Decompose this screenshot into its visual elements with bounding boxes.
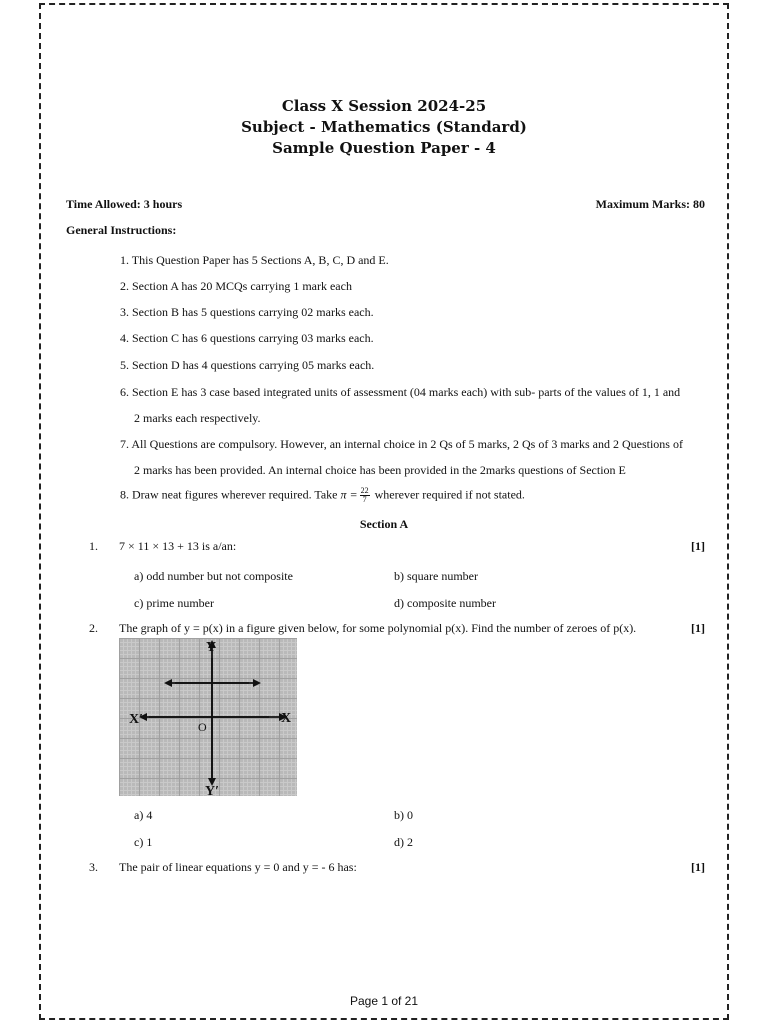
fraction-denominator: 7 (362, 495, 367, 504)
instruction-8-text-before: 8. Draw neat figures wherever required. Take (120, 487, 341, 502)
header-class-session: Class X Session 2024-25 (281, 97, 487, 115)
polynomial-graph (119, 638, 297, 796)
instruction-item: 2. Section A has 20 MCQs carrying 1 mark each (120, 279, 352, 293)
instruction-item: 4. Section C has 6 questions carrying 03 marks each. (120, 331, 374, 345)
question-text: 7 × 11 × 13 + 13 is a/an: (119, 539, 237, 553)
origin-label: O (198, 720, 207, 734)
fraction-numerator: 22 (360, 486, 369, 495)
question-marks: [1] (691, 621, 705, 635)
x-axis-label: X (281, 711, 292, 726)
instruction-item: 7. All Questions are compulsory. However, an internal choice in 2 Qs of 5 marks, 2 Qs of 3 marks and 2 Questions of (120, 437, 683, 451)
option-b: b) 0 (394, 808, 413, 822)
question-number: 2. (89, 621, 98, 635)
header-paper-number: Sample Question Paper - 4 (272, 139, 496, 157)
option-c: c) 1 (134, 835, 153, 849)
question-marks: [1] (691, 860, 705, 874)
option-d: d) 2 (394, 835, 413, 849)
graph-axes (119, 638, 297, 796)
option-d: d) composite number (394, 596, 496, 610)
maximum-marks: Maximum Marks: 80 (595, 197, 705, 211)
question-text: The graph of y = p(x) in a figure given below, for some polynomial p(x). Find the number of zeroes of p(x). (119, 621, 637, 635)
instruction-item-continued: 2 marks each respectively. (134, 411, 261, 425)
time-allowed: Time Allowed: 3 hours (66, 197, 183, 211)
instruction-item: 1. This Question Paper has 5 Sections A, B, C, D and E. (120, 253, 389, 267)
question-marks: [1] (691, 539, 705, 553)
y-prime-label: Y′ (205, 784, 220, 796)
instructions-heading: General Instructions: (66, 223, 177, 237)
option-b: b) square number (394, 569, 478, 583)
pi-fraction (360, 487, 370, 504)
header-subject: Subject - Mathematics (Standard) (241, 118, 527, 136)
instruction-8-text-after: wherever required if not stated. (371, 487, 525, 502)
question-number: 3. (89, 860, 98, 874)
instruction-item: 6. Section E has 3 case based integrated units of assessment (04 marks each) with sub- parts of the values of 1, 1 and (120, 385, 681, 399)
pi-symbol: π = (340, 487, 358, 502)
option-a: a) 4 (134, 808, 153, 822)
section-a-title: Section A (359, 517, 409, 531)
instruction-item-8 (120, 487, 525, 504)
instruction-item: 3. Section B has 5 questions carrying 02 marks each. (120, 305, 374, 319)
instruction-item: 5. Section D has 4 questions carrying 05 marks each. (120, 358, 375, 372)
option-c: c) prime number (134, 596, 214, 610)
y-axis-label: Y (206, 640, 217, 655)
instruction-item-continued: 2 marks has been provided. An internal choice has been provided in the 2marks questions of Section E (134, 463, 626, 477)
question-text: The pair of linear equations y = 0 and y = - 6 has: (119, 860, 357, 874)
page-number: Page 1 of 21 (349, 994, 419, 1008)
x-prime-label: X′ (129, 712, 144, 727)
option-a: a) odd number but not composite (134, 569, 293, 583)
question-number: 1. (89, 539, 98, 553)
